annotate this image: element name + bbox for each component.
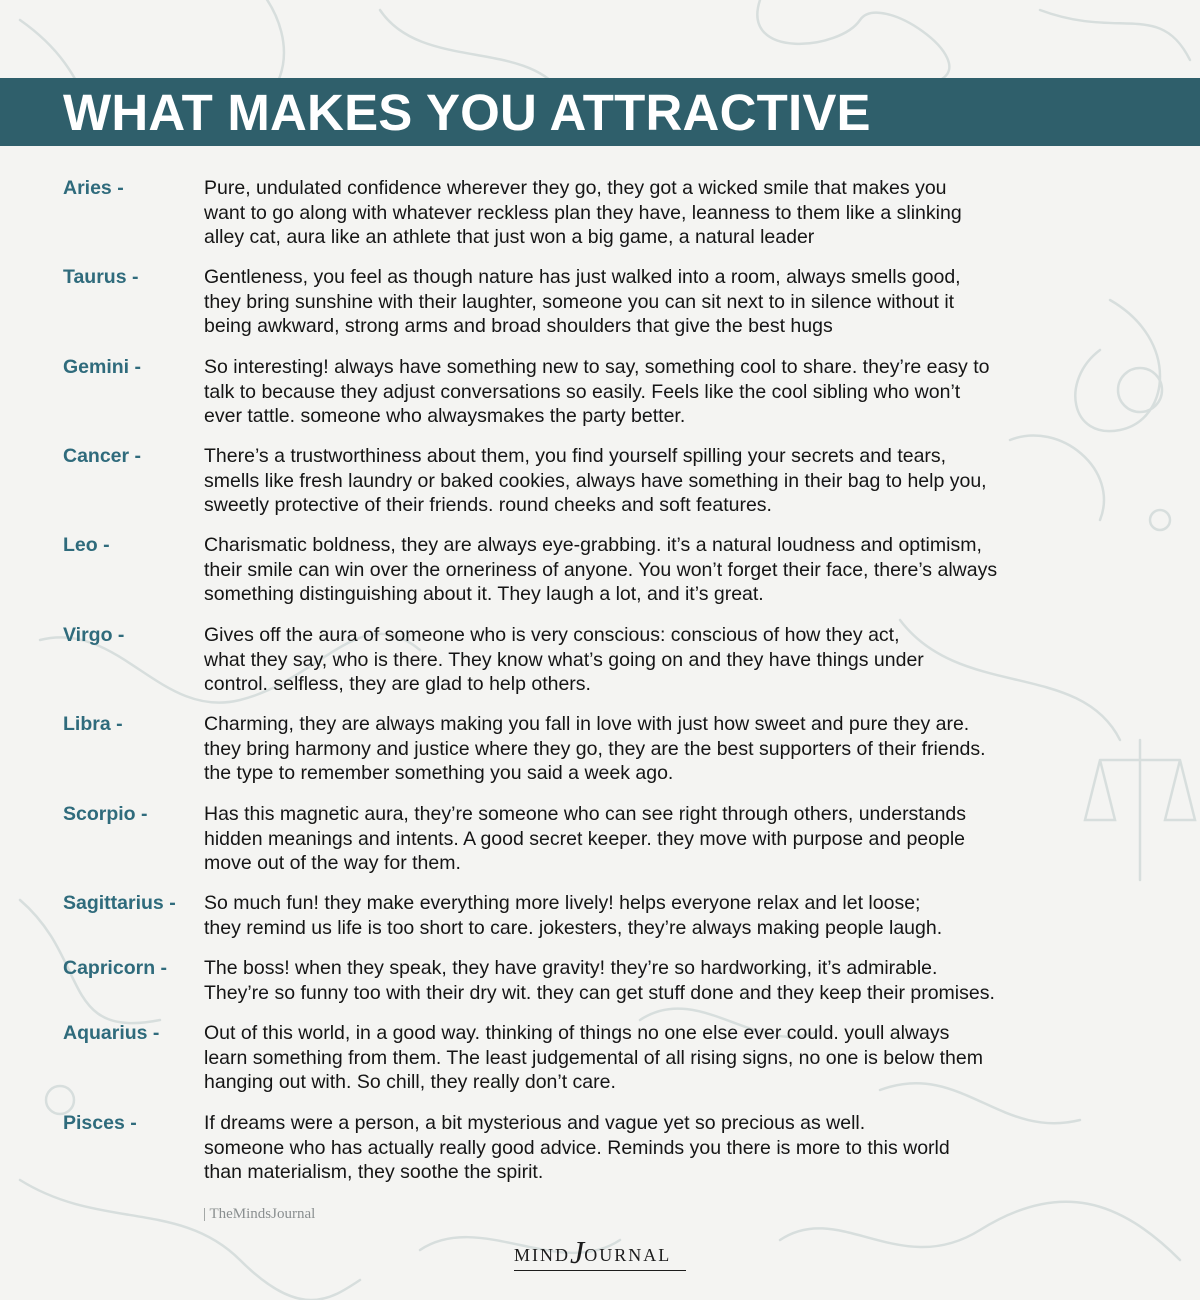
sign-description: So interesting! always have something new to say, something cool to share. they’re easy to talk to because they adjust conversations so easily. Feels like the cool sibling who won’t ever tattle. someone who alwaysmakes the party better. xyxy=(204,356,990,427)
sign-description: There’s a trustworthiness about them, you find yourself spilling your secrets and tears, smells like fresh laundry or baked cookies, always have something in their bag to help you, sweetly protective of their friends. round cheeks and soft features. xyxy=(204,445,987,516)
sign-label: Libra - xyxy=(63,713,123,735)
sign-description: Gives off the aura of someone who is very conscious: conscious of how they act, what they say, who is there. They know what’s going on and they have things under control. selfless, they are glad to help others. xyxy=(204,624,924,695)
sign-label: Pisces - xyxy=(63,1112,137,1134)
logo-text-ournal: OURNAL xyxy=(584,1245,672,1265)
sign-label: Taurus - xyxy=(63,266,139,288)
sign-description: Gentleness, you feel as though nature has just walked into a room, always smells good, they bring sunshine with their laughter, someone you can sit next to in silence without it being awkward, strong arms and broad shoulders that give the best hugs xyxy=(204,266,961,337)
sign-description: If dreams were a person, a bit mysterious and vague yet so precious as well. someone who has actually really good advice. Reminds you there is more to this world than materialism, they soothe the spirit. xyxy=(204,1112,950,1183)
sign-label: Capricorn - xyxy=(63,957,168,979)
source-credit: | TheMindsJournal xyxy=(203,1206,316,1222)
title-banner xyxy=(0,78,1200,146)
mindjournal-logo xyxy=(514,1234,671,1271)
logo-text-j: J xyxy=(570,1234,585,1270)
sign-description: Charming, they are always making you fall in love with just how sweet and pure they are. they bring harmony and justice where they go, they are the best supporters of their friends. the type to remember something you said a week ago. xyxy=(204,713,986,784)
sign-description: Pure, undulated confidence wherever they go, they got a wicked smile that makes you want to go along with whatever reckless plan they have, leanness to them like a slinking alley cat, aura like an athlete that just won a big game, a natural leader xyxy=(204,177,962,248)
sign-label: Cancer - xyxy=(63,445,142,467)
logo-text-mind: MIND xyxy=(514,1245,570,1265)
sign-description: Charismatic boldness, they are always eye-grabbing. it’s a natural loudness and optimism, their smile can win over the orneriness of anyone. You won’t forget their face, there’s always something distinguishing about it. They laugh a lot, and it’s great. xyxy=(204,534,998,605)
page-title: WHAT MAKES YOU ATTRACTIVE xyxy=(63,84,871,141)
sign-description: Out of this world, in a good way. thinking of things no one else ever could. youll always learn something from them. The least judgemental of all rising signs, no one is below them hanging out with. So chill, they really don’t care. xyxy=(204,1022,983,1093)
sign-label: Sagittarius - xyxy=(63,892,176,914)
sign-label: Gemini - xyxy=(63,356,142,378)
sign-label: Scorpio - xyxy=(63,803,148,825)
logo-underline xyxy=(514,1270,686,1271)
sign-description: The boss! when they speak, they have gravity! they’re so hardworking, it’s admirable. They’re so funny too with their dry wit. they can get stuff done and they keep their promises. xyxy=(204,957,995,1004)
sign-label: Leo - xyxy=(63,534,110,556)
sign-label: Aquarius - xyxy=(63,1022,160,1044)
sign-description: So much fun! they make everything more lively! helps everyone relax and let loose; they remind us life is too short to care. jokesters, they’re always making people laugh. xyxy=(204,892,943,939)
sign-label: Virgo - xyxy=(63,624,125,646)
sign-label: Aries - xyxy=(63,177,124,199)
sign-description: Has this magnetic aura, they’re someone who can see right through others, understands hidden meanings and intents. A good secret keeper. they move with purpose and people move out of the way for them. xyxy=(204,803,967,874)
